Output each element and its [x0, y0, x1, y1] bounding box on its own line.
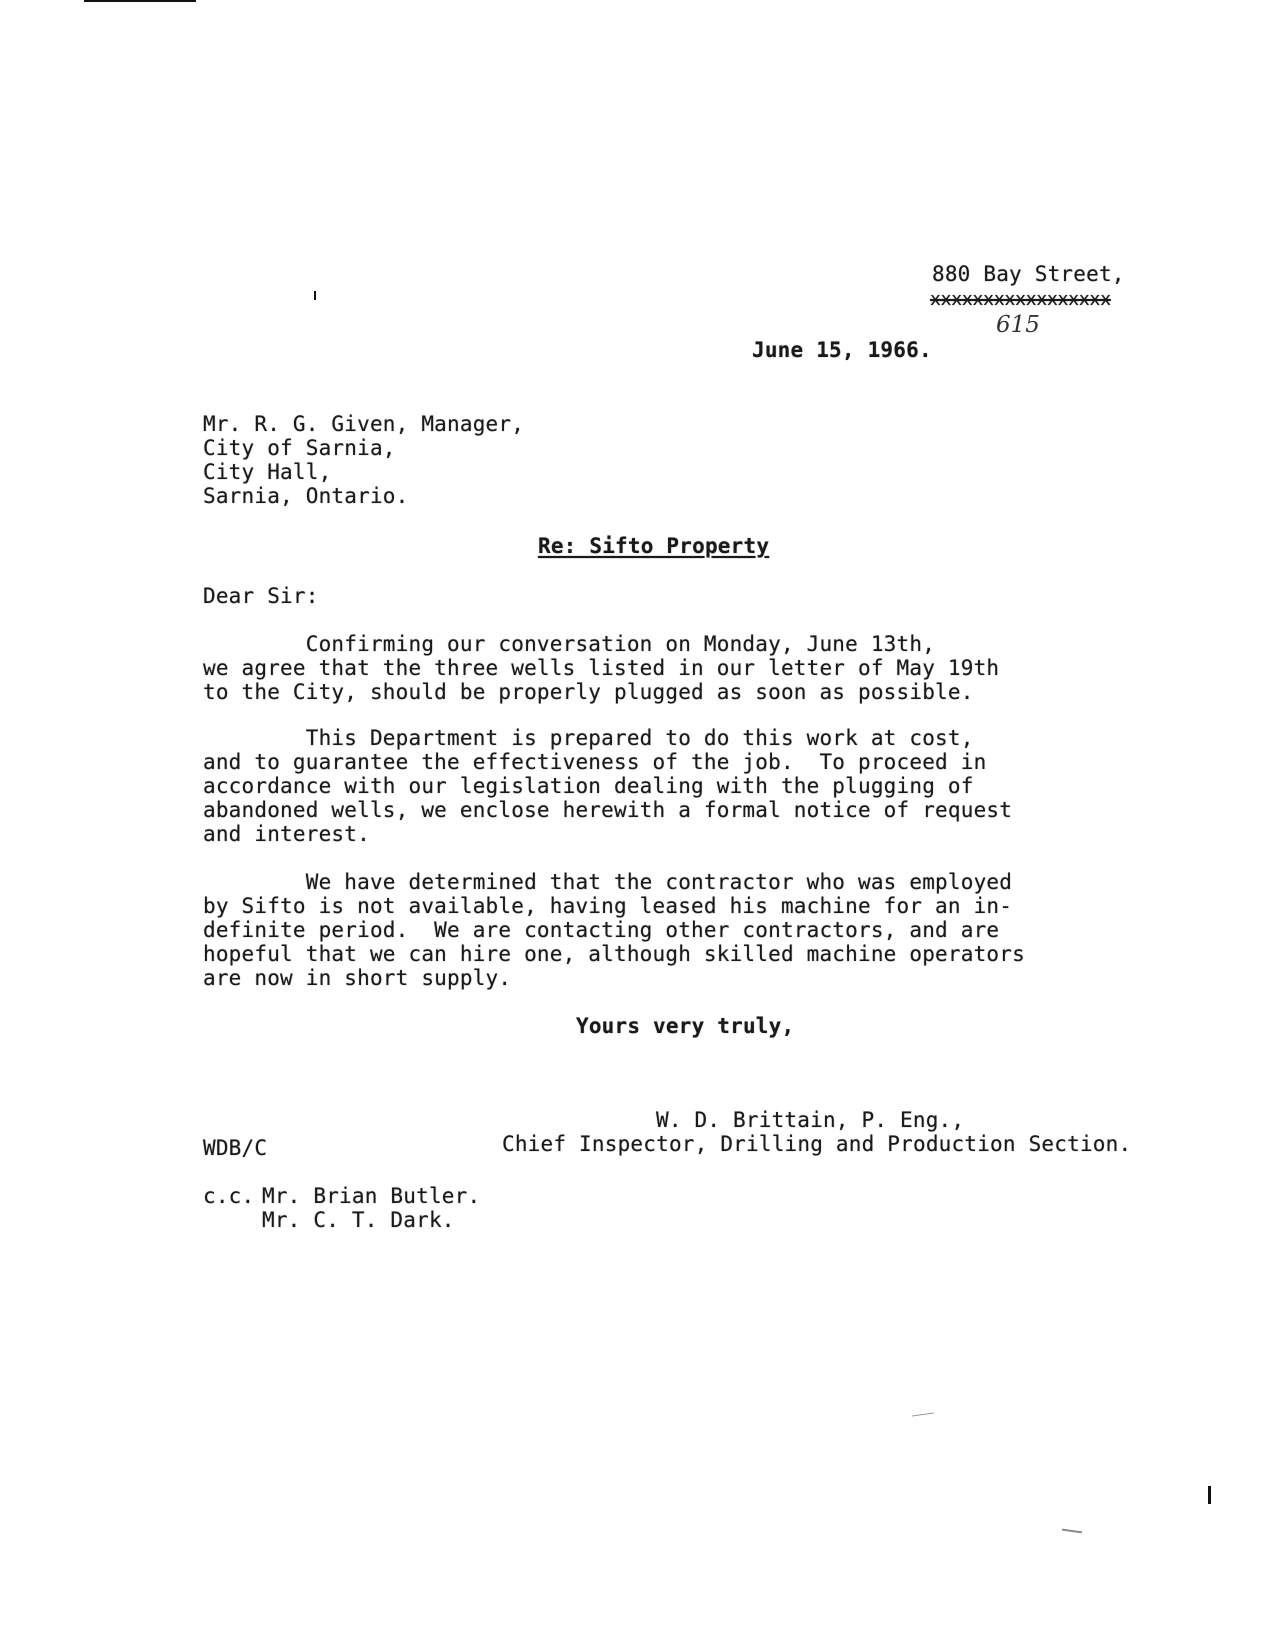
signatory-name: W. D. Brittain, P. Eng., [656, 1108, 965, 1132]
paragraph-line: to the City, should be properly plugged as soon as possible. [203, 680, 974, 704]
letter-date: June 15, 1966. [752, 338, 932, 362]
scan-speck [912, 1412, 934, 1416]
scan-speck [1062, 1529, 1082, 1534]
recipient-line: Mr. R. G. Given, Manager, [203, 412, 525, 436]
cc-recipients [262, 1184, 480, 1232]
address-line: 880 Bay Street, [932, 262, 1125, 286]
body-paragraph-3 [203, 870, 1025, 990]
paragraph-line: accordance with our legislation dealing with the plugging of [203, 774, 974, 798]
handwritten-room-number: 615 [996, 312, 1040, 338]
paragraph-line: We have determined that the contractor who was employed [203, 870, 1013, 894]
stray-mark [314, 291, 316, 300]
body-paragraph-1 [203, 632, 999, 704]
paragraph-line: abandoned wells, we enclose herewith a formal notice of request [203, 798, 1013, 822]
paragraph-line: definite period. We are contacting other contractors, and are [203, 918, 1000, 942]
subject-line: Re: Sifto Property [538, 534, 770, 558]
signatory-title: Chief Inspector, Drilling and Production Section. [502, 1132, 1132, 1156]
paragraph-line: This Department is prepared to do this work at cost, [203, 726, 974, 750]
scan-edge-mark [84, 0, 196, 2]
cc-line: Mr. C. T. Dark. [262, 1208, 455, 1232]
cc-line: Mr. Brian Butler. [262, 1184, 481, 1208]
reference-initials: WDB/C [203, 1136, 268, 1160]
struck-address-line: xxxxxxxxxxxxxxxxx [930, 289, 1111, 310]
closing: Yours very truly, [576, 1014, 795, 1038]
recipient-line: Sarnia, Ontario. [203, 484, 409, 508]
paragraph-line: we agree that the three wells listed in our letter of May 19th [203, 656, 1000, 680]
paragraph-line: are now in short supply. [203, 966, 512, 990]
body-paragraph-2 [203, 726, 1012, 846]
recipient-line: City Hall, [203, 460, 332, 484]
paragraph-line: and to guarantee the effectiveness of the job. To proceed in [203, 750, 987, 774]
cc-label: c.c. [203, 1184, 255, 1208]
paragraph-line: and interest. [203, 822, 370, 846]
paragraph-line: by Sifto is not available, having leased his machine for an in- [203, 894, 1013, 918]
paragraph-line: Confirming our conversation on Monday, June 13th, [203, 632, 936, 656]
salutation: Dear Sir: [203, 584, 319, 608]
recipient-line: City of Sarnia, [203, 436, 396, 460]
paragraph-line: hopeful that we can hire one, although skilled machine operators [203, 942, 1025, 966]
recipient-address [203, 412, 524, 508]
right-edge-mark [1208, 1486, 1211, 1504]
